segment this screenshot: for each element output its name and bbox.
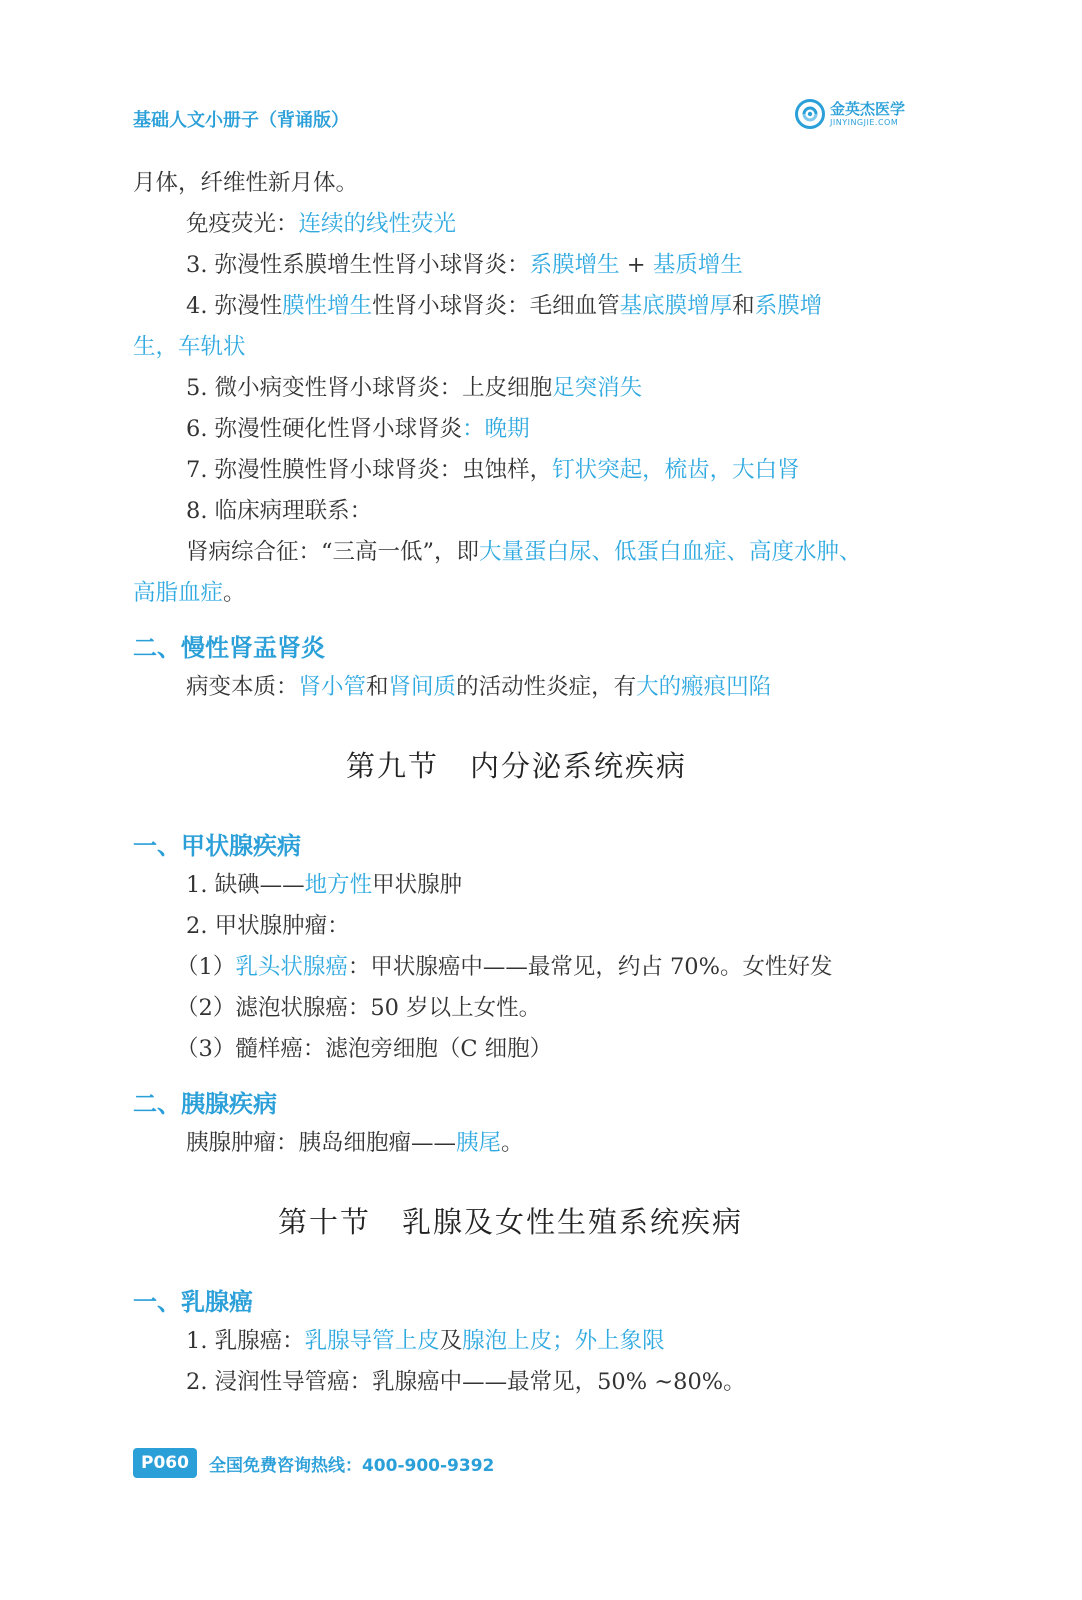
highlighted-text: 高脂血症	[133, 580, 224, 606]
text-line	[186, 541, 862, 564]
text-segment: 1. 缺碘——	[186, 872, 305, 898]
section-heading: 二、胰腺疾病	[133, 1090, 277, 1118]
section-heading: 一、乳腺癌	[133, 1288, 253, 1316]
text-line	[186, 1371, 746, 1394]
highlighted-text: 钉状突起，梳齿，大白肾	[552, 457, 800, 483]
text-line	[186, 295, 822, 318]
text-segment: 6. 弥漫性硬化性肾小球肾炎	[186, 416, 463, 442]
text-line	[186, 874, 462, 897]
text-line	[186, 500, 372, 523]
text-segment: 及	[439, 1328, 463, 1354]
highlighted-text: 肾小管	[298, 674, 367, 700]
logo-url: JINYINGJIE.COM	[830, 117, 899, 127]
text-segment: 月体，纤维性新月体。	[133, 170, 359, 196]
highlighted-text: 乳腺导管上皮	[304, 1328, 440, 1354]
text-segment: 病变本质：	[186, 674, 299, 700]
page-number-badge: P060	[133, 1448, 197, 1478]
text-line	[186, 1330, 665, 1353]
page-footer	[133, 1448, 494, 1478]
text-segment: +	[619, 252, 653, 278]
text-segment: 和	[732, 293, 755, 319]
highlighted-text: 系膜增生	[529, 252, 620, 278]
text-segment: 甲状腺肿	[372, 872, 463, 898]
logo-name: 金英杰医学	[830, 99, 906, 118]
text-line	[176, 956, 833, 979]
section-heading: 二、慢性肾盂肾炎	[133, 634, 325, 662]
highlighted-text: 足突消失	[552, 375, 643, 401]
text-segment: 。	[501, 1130, 524, 1156]
text-line	[186, 1132, 524, 1155]
highlighted-text: 地方性	[304, 872, 373, 898]
highlighted-text: 系膜增	[754, 293, 823, 319]
highlighted-text: 基底膜增厚	[619, 293, 733, 319]
highlighted-text: ：晚期	[462, 416, 530, 442]
text-segment: 5. 微小病变性肾小球肾炎：上皮细胞	[186, 375, 553, 401]
text-line	[186, 213, 456, 236]
text-line	[186, 254, 743, 277]
highlighted-text: 腺泡上皮；外上象限	[462, 1328, 665, 1354]
text-line	[186, 459, 800, 482]
logo-swirl-icon	[795, 99, 825, 129]
text-segment: 2. 甲状腺肿瘤：	[186, 913, 350, 939]
text-segment: 胰腺肿瘤：胰岛细胞瘤——	[186, 1130, 457, 1156]
highlighted-text: 连续的线性荧光	[298, 211, 457, 237]
text-line	[186, 377, 642, 400]
text-segment: ：甲状腺癌中——最常见，约占 70%。女性好发	[347, 954, 833, 980]
highlighted-text: 膜性增生	[282, 293, 373, 319]
text-segment: 的活动性炎症，有	[456, 674, 637, 700]
text-segment: 性肾小球肾炎：毛细血管	[372, 293, 620, 319]
book-title: 基础人文小册子（背诵版）	[133, 110, 349, 131]
text-line	[186, 418, 530, 441]
brand-logo	[795, 99, 905, 129]
highlighted-text: 胰尾	[456, 1130, 502, 1156]
text-line	[186, 915, 350, 938]
chapter-title: 第十节 乳腺及女性生殖系统疾病	[278, 1205, 744, 1239]
highlighted-text: 基质增生	[652, 252, 743, 278]
text-segment: 肾病综合征：“三高一低”，即	[186, 539, 480, 565]
text-segment: 2. 浸润性导管癌：乳腺癌中——最常见，50% ~80%。	[186, 1369, 746, 1395]
text-line	[176, 1038, 552, 1061]
text-line	[176, 997, 541, 1020]
text-segment: 8. 临床病理联系：	[186, 498, 373, 524]
text-segment: （2）滤泡状腺癌：50 岁以上女性。	[176, 995, 542, 1021]
highlighted-text: 肾间质	[388, 674, 457, 700]
chapter-title: 第九节 内分泌系统疾病	[346, 749, 688, 783]
text-segment: 。	[223, 580, 246, 606]
text-segment: （3）髓样癌：滤泡旁细胞（C 细胞）	[176, 1036, 553, 1062]
text-segment: 7. 弥漫性膜性肾小球肾炎：虫蚀样，	[186, 457, 553, 483]
text-line	[133, 582, 246, 605]
text-segment: 免疫荧光：	[186, 211, 299, 237]
text-segment: 3. 弥漫性系膜增生性肾小球肾炎：	[186, 252, 530, 278]
highlighted-text: 大量蛋白尿、低蛋白血症、高度水肿、	[479, 539, 862, 565]
section-heading: 一、甲状腺疾病	[133, 832, 301, 860]
text-segment: 和	[366, 674, 389, 700]
highlighted-text: 大的瘢痕凹陷	[636, 674, 772, 700]
text-segment: 1. 乳腺癌：	[186, 1328, 305, 1354]
text-segment: （1）	[176, 954, 236, 980]
text-line	[133, 172, 358, 195]
highlighted-text: 生，车轨状	[133, 334, 246, 360]
highlighted-text: 乳头状腺癌	[235, 954, 348, 980]
text-line	[133, 336, 246, 359]
text-line	[186, 676, 771, 699]
hotline-text: 全国免费咨询热线：400-900-9392	[208, 1455, 495, 1476]
text-segment: 4. 弥漫性	[186, 293, 283, 319]
